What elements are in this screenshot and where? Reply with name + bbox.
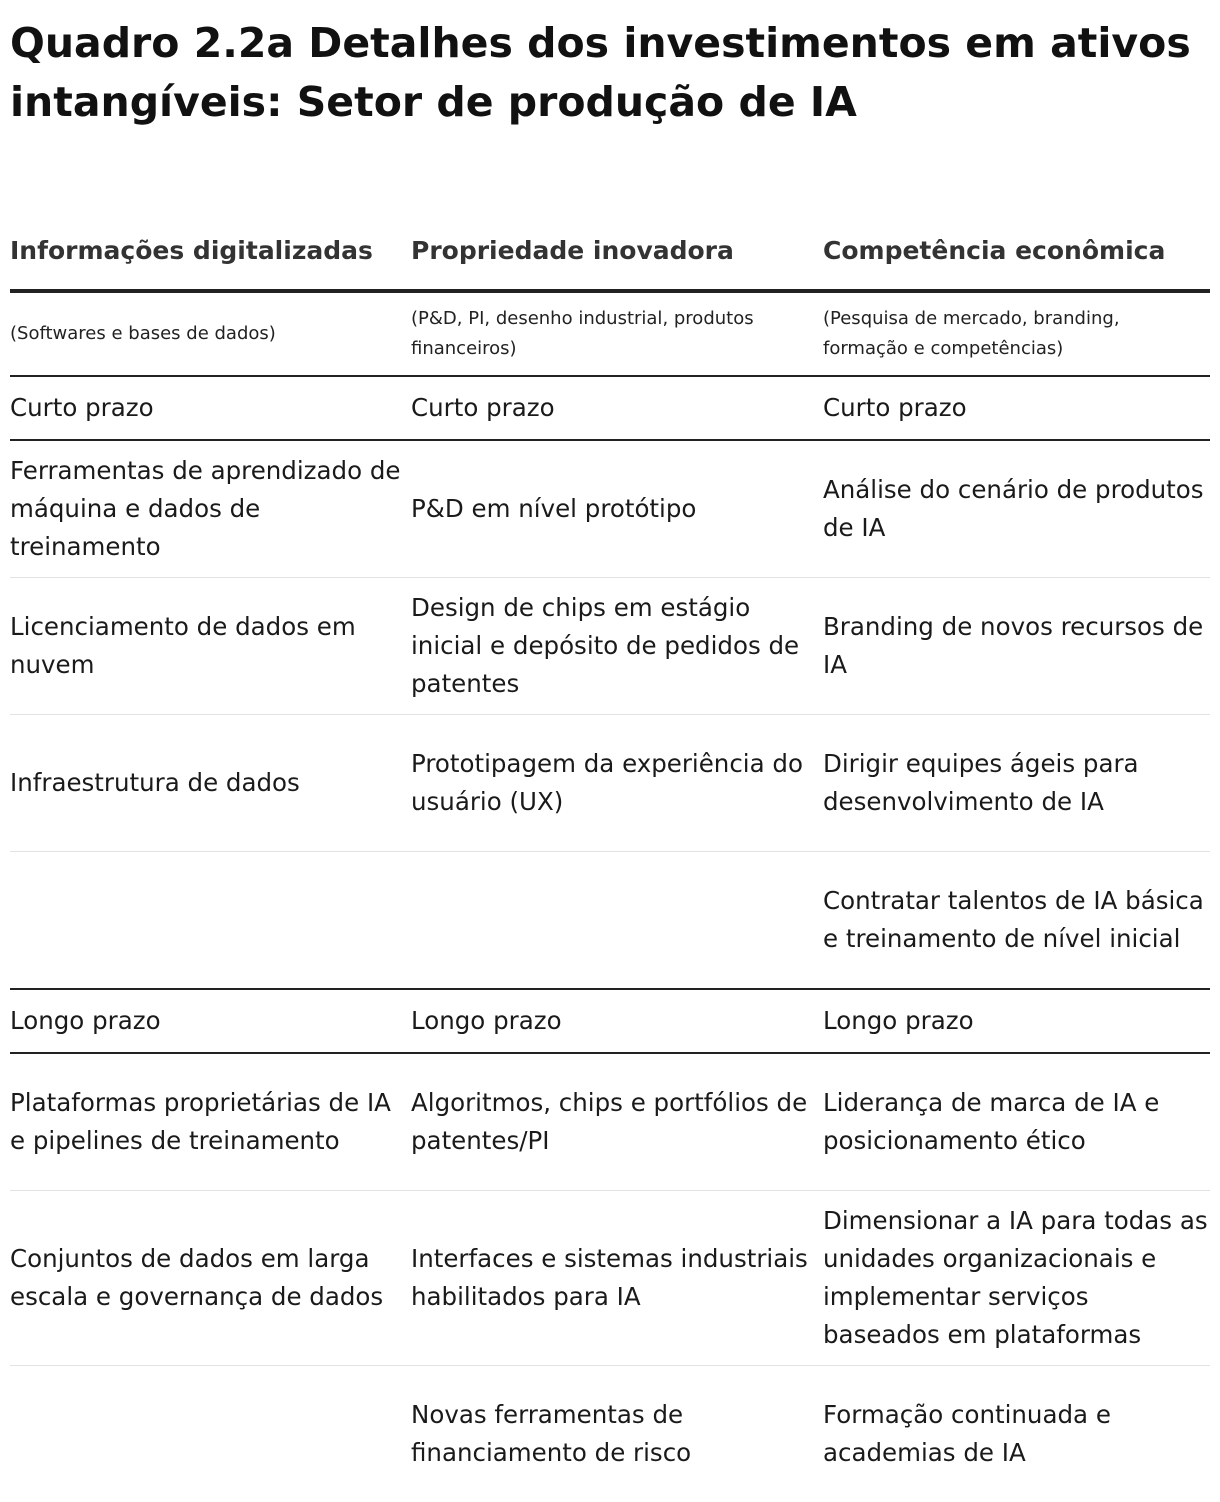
- period-label: Longo prazo: [10, 1006, 161, 1035]
- page-title: Quadro 2.2a Detalhes dos investimentos em ativos intangíveis: Setor de produção de IA: [10, 19, 1191, 126]
- table-cell: Dimensionar a IA para todas as unidades organizacionais e implementar serviços baseados em plataformas: [823, 1206, 1208, 1349]
- table-cell: Liderança de marca de IA e posicionamento ético: [823, 1088, 1160, 1155]
- table-cell: Prototipagem da experiência do usuário (UX): [411, 749, 803, 816]
- table-row: [10, 852, 1210, 990]
- table-cell: Interfaces e sistemas industriais habilitados para IA: [411, 1244, 808, 1311]
- period-label: Longo prazo: [411, 1006, 562, 1035]
- investment-table: [10, 187, 1210, 1502]
- short-term-label-row: [10, 377, 1210, 441]
- table-cell: Novas ferramentas de financiamento de risco: [411, 1400, 692, 1467]
- table-row: [10, 441, 1210, 578]
- long-term-label-row: [10, 990, 1210, 1054]
- table-cell: [411, 852, 823, 988]
- table-row: [10, 1366, 1210, 1502]
- period-label: Longo prazo: [823, 1006, 974, 1035]
- column-header-digital-info: Informações digitalizadas: [10, 236, 373, 265]
- table-cell: Análise do cenário de produtos de IA: [823, 475, 1204, 542]
- table-cell: Algoritmos, chips e portfólios de patentes/PI: [411, 1088, 808, 1155]
- table-cell: Licenciamento de dados em nuvem: [10, 612, 356, 679]
- table-cell: [10, 1366, 411, 1502]
- table-cell: Design de chips em estágio inicial e depósito de pedidos de patentes: [411, 593, 800, 698]
- column-header-innovative-property: Propriedade inovadora: [411, 236, 734, 265]
- table-cell: Dirigir equipes ágeis para desenvolvimento de IA: [823, 749, 1139, 816]
- table-row: [10, 715, 1210, 852]
- table-cell: P&D em nível protótipo: [411, 494, 697, 523]
- table-cell: Conjuntos de dados em larga escala e governança de dados: [10, 1244, 384, 1311]
- table-row: [10, 1054, 1210, 1191]
- table-cell: Formação continuada e academias de IA: [823, 1400, 1111, 1467]
- table-cell: Plataformas proprietárias de IA e pipelines de treinamento: [10, 1088, 391, 1155]
- column-subheader-innovative-property: (P&D, PI, desenho industrial, produtos financeiros): [411, 308, 754, 359]
- table-row: [10, 1191, 1210, 1366]
- column-subheader-economic-competence: (Pesquisa de mercado, branding, formação e competências): [823, 308, 1120, 359]
- table-cell: Infraestrutura de dados: [10, 768, 300, 797]
- table-row: [10, 578, 1210, 715]
- column-header-economic-competence: Competência econômica: [823, 236, 1166, 265]
- table-cell: Contratar talentos de IA básica e treinamento de nível inicial: [823, 886, 1204, 953]
- table-subheader-row: [10, 293, 1210, 377]
- table-cell: Branding de novos recursos de IA: [823, 612, 1204, 679]
- column-subheader-digital-info: (Softwares e bases de dados): [10, 323, 276, 344]
- table-header-row: [10, 187, 1210, 293]
- period-label: Curto prazo: [823, 393, 967, 422]
- table-cell: [10, 852, 411, 988]
- period-label: Curto prazo: [411, 393, 555, 422]
- period-label: Curto prazo: [10, 393, 154, 422]
- table-cell: Ferramentas de aprendizado de máquina e dados de treinamento: [10, 456, 401, 561]
